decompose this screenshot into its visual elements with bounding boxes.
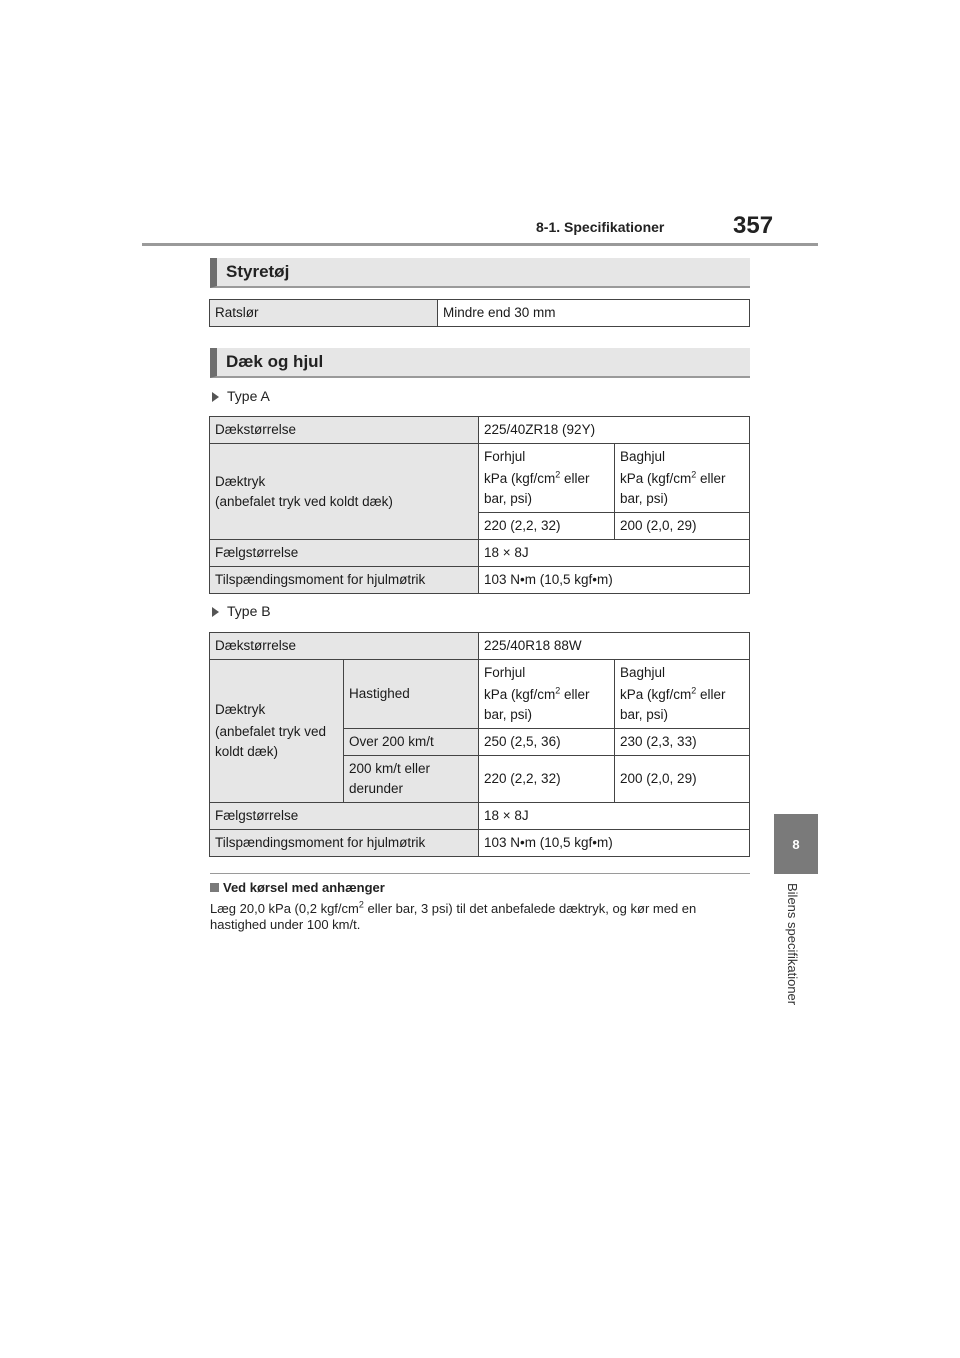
chapter-side-label: Bilens specifikationer	[785, 883, 800, 1006]
tires-heading: Dæk og hjul	[210, 348, 750, 378]
table-row	[210, 803, 750, 830]
type-a-table	[209, 416, 750, 594]
rim-size-label: Fælgstørrelse	[210, 540, 479, 567]
table-row	[210, 567, 750, 594]
square-bullet-icon	[210, 883, 219, 892]
tire-size-value: 225/40ZR18 (92Y)	[479, 417, 750, 444]
tire-size-value: 225/40R18 88W	[479, 633, 750, 660]
front-wheel-header: Forhjul kPa ($kgf/cm^2$ eller bar, psi)	[479, 660, 615, 729]
arrow-right-icon	[212, 392, 219, 402]
table-row	[210, 417, 750, 444]
front-wheel-header: Forhjul kPa ($kgf/cm^2$ eller bar, psi)	[479, 444, 615, 513]
torque-label: Tilspændingsmoment for hjulmøtrik	[210, 830, 479, 857]
table-row	[210, 633, 750, 660]
rear-pressure-value: 200 (2,0, 29)	[615, 756, 750, 803]
rear-wheel-header: Baghjul kPa ($kgf/cm^2$ eller bar, psi)	[615, 660, 750, 729]
torque-value: 103 N•m (10,5 kgf•m)	[479, 830, 750, 857]
table-row	[210, 300, 750, 327]
speed-200-or-below: 200 km/t eller derunder	[344, 756, 479, 803]
steering-table	[209, 299, 750, 327]
header-divider	[142, 243, 818, 246]
chapter-tab: 8	[774, 814, 818, 874]
front-pressure-value: 220 (2,2, 32)	[479, 513, 615, 540]
tire-size-label: Dækstørrelse	[210, 417, 479, 444]
rim-size-value: 18 × 8J	[479, 540, 750, 567]
front-pressure-value: 220 (2,2, 32)	[479, 756, 615, 803]
tire-size-label: Dækstørrelse	[210, 633, 479, 660]
table-row	[210, 830, 750, 857]
type-b-label: Type B	[212, 603, 271, 619]
table-row	[210, 444, 750, 513]
section-title: 8-1. Specifikationer	[536, 219, 665, 235]
torque-value: 103 N•m (10,5 kgf•m)	[479, 567, 750, 594]
torque-label: Tilspændingsmoment for hjulmøtrik	[210, 567, 479, 594]
rear-wheel-header: Baghjul kPa ($kgf/cm^2$ eller bar, psi)	[615, 444, 750, 513]
steering-heading: Styretøj	[210, 258, 750, 288]
note-divider	[210, 873, 750, 874]
tire-pressure-label: Dæktryk (anbefalet tryk ved koldt dæk)	[210, 444, 479, 540]
steering-play-value: Mindre end 30 mm	[438, 300, 750, 327]
rear-pressure-value: 200 (2,0, 29)	[615, 513, 750, 540]
rim-size-label: Fælgstørrelse	[210, 803, 479, 830]
arrow-right-icon	[212, 607, 219, 617]
rear-pressure-value: 230 (2,3, 33)	[615, 729, 750, 756]
table-row	[210, 540, 750, 567]
speed-header: Hastighed	[344, 660, 479, 729]
table-row	[210, 660, 750, 729]
type-b-table	[209, 632, 750, 857]
page-number: 357	[733, 212, 774, 239]
tire-pressure-label: Dæktryk (anbefalet tryk ved koldt dæk)	[210, 660, 344, 803]
type-a-label: Type A	[212, 388, 270, 404]
note-title: Ved kørsel med anhænger	[210, 880, 385, 895]
note-text: Læg 20,0 kPa (0,2 kgf/$cm^2$ eller bar, 3 psi) til det anbefalede dæktryk, og kør med en hastighed under 100 km/t.	[210, 899, 697, 932]
speed-over-200: Over 200 km/t	[344, 729, 479, 756]
rim-size-value: 18 × 8J	[479, 803, 750, 830]
steering-play-label: Ratslør	[210, 300, 438, 327]
front-pressure-value: 250 (2,5, 36)	[479, 729, 615, 756]
